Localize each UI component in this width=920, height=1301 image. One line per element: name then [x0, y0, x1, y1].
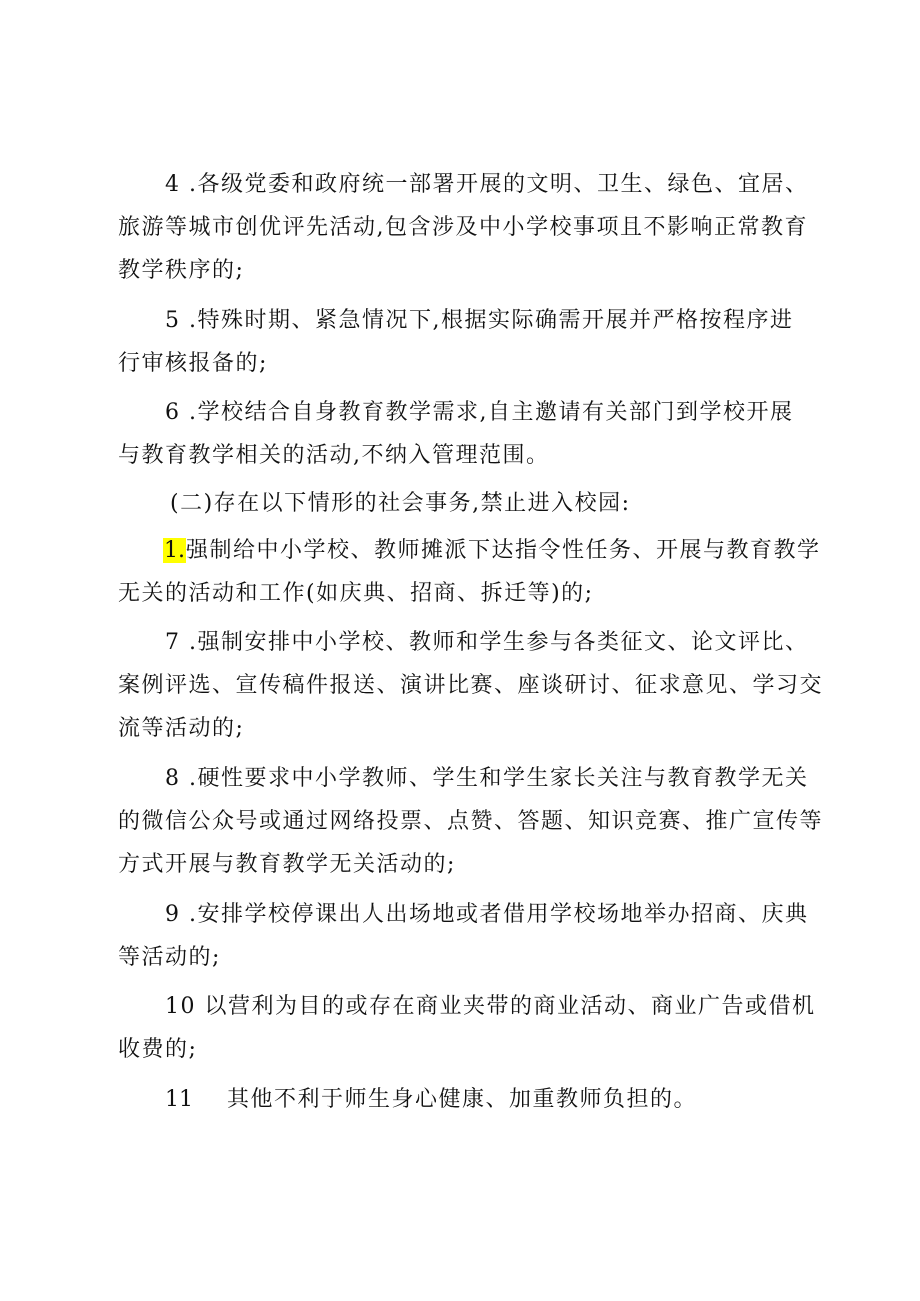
item-7-line-2: 案例评选、宣传稿件报送、演讲比赛、座谈研讨、征求意见、学习交 — [118, 673, 824, 698]
item-5-line-1: 5 .特殊时期、紧急情况下,根据实际确需开展并严格按程序进 — [165, 308, 794, 333]
item-1-text: 强制给中小学校、教师摊派下达指令性任务、开展与教育教学 — [186, 538, 821, 563]
item-6-line-1: 6 .学校结合自身教育教学需求,自主邀请有关部门到学校开展 — [165, 400, 794, 425]
item-4-line-3: 教学秩序的; — [118, 258, 245, 283]
item-8-line-3: 方式开展与教育教学无关活动的; — [118, 852, 456, 877]
item-9-line-2: 等活动的; — [118, 945, 221, 970]
item-10-line-2: 收费的; — [118, 1037, 198, 1062]
item-11-line-1 — [165, 1085, 697, 1115]
item-1-number-highlight: 1. — [164, 538, 185, 563]
item-1-line-1 — [163, 536, 821, 566]
item-4-line-2: 旅游等城市创优评先活动,包含涉及中小学校事项且不影响正常教育 — [118, 215, 808, 240]
item-10-line-1: 10 以营利为目的或存在商业夹带的商业活动、商业广告或借机 — [165, 994, 816, 1019]
item-8-line-1: 8 .硬性要求中小学教师、学生和学生家长关注与教育教学无关 — [165, 766, 809, 791]
item-1-line-2: 无关的活动和工作(如庆典、招商、拆迁等)的; — [118, 581, 594, 606]
item-11-number: 11 — [165, 1087, 193, 1112]
item-11-text: 其他不利于师生身心健康、加重教师负担的。 — [227, 1087, 698, 1112]
item-7-line-1: 7 .强制安排中小学校、教师和学生参与各类征文、论文评比、 — [165, 630, 809, 655]
item-5-line-2: 行审核报备的; — [118, 351, 268, 376]
item-8-line-2: 的微信公众号或通过网络投票、点赞、答题、知识竞赛、推广宣传等 — [118, 809, 824, 834]
item-7-line-3: 流等活动的; — [118, 716, 245, 741]
item-9-line-1: 9 .安排学校停课出人出场地或者借用学校场地举办招商、庆典 — [165, 902, 809, 927]
section-heading: (二)存在以下情形的社会事务,禁止进入校园: — [170, 491, 631, 516]
item-6-line-2: 与教育教学相关的活动,不纳入管理范围。 — [118, 443, 550, 468]
item-4-line-1: 4 .各级党委和政府统一部署开展的文明、卫生、绿色、宜居、 — [165, 172, 809, 197]
